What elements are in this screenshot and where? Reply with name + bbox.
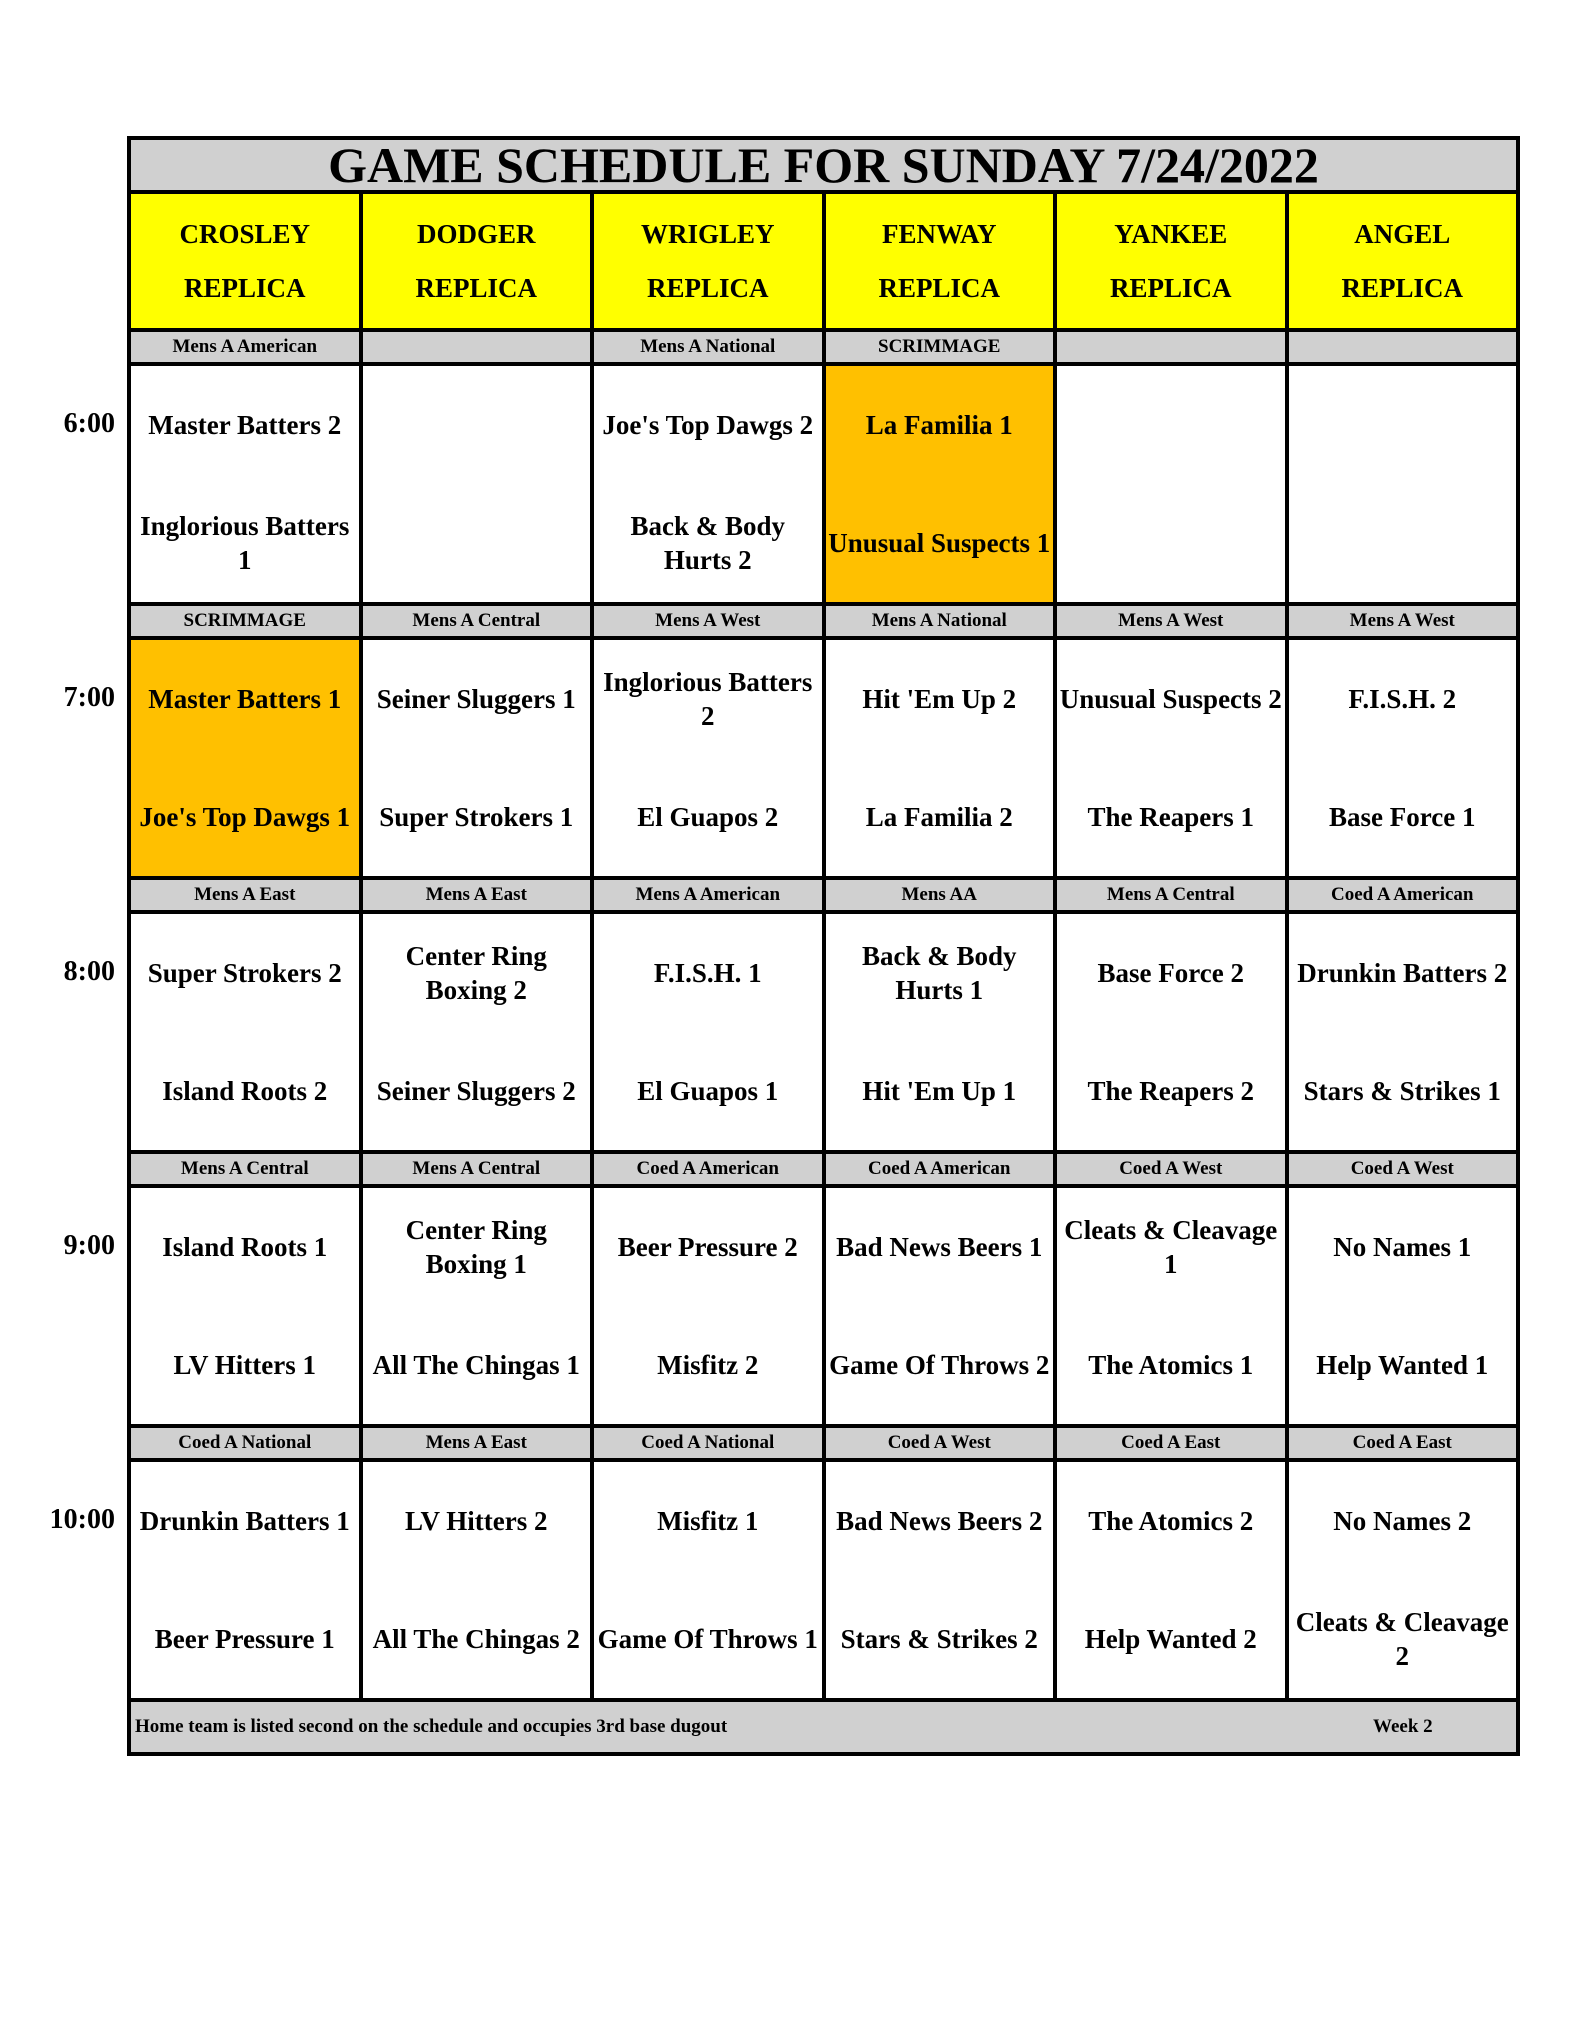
division-label: Coed A American xyxy=(826,1154,1054,1184)
away-team: Master Batters 1 xyxy=(148,684,342,714)
game-cell xyxy=(826,1188,1054,1424)
field-type: REPLICA xyxy=(415,273,537,303)
division-label: Coed A East xyxy=(1057,1428,1285,1458)
game-row xyxy=(131,366,1516,602)
division-label: Mens AA xyxy=(826,880,1054,910)
away-team: Island Roots 1 xyxy=(162,1232,328,1262)
division-label: Mens A Central xyxy=(1057,880,1285,910)
game-cell xyxy=(1289,366,1517,602)
game-cell xyxy=(131,1188,359,1424)
game-row xyxy=(131,640,1516,876)
game-cell xyxy=(1057,1462,1285,1698)
game-cell xyxy=(363,366,591,602)
division-label: Mens A American xyxy=(594,880,822,910)
game-cell xyxy=(826,1462,1054,1698)
field-header-wrigley xyxy=(594,194,822,328)
division-label: Coed A National xyxy=(594,1428,822,1458)
game-cell xyxy=(363,914,591,1150)
away-team: Master Batters 2 xyxy=(148,410,342,440)
home-team: Super Strokers 1 xyxy=(379,802,574,832)
home-team: Game Of Throws 2 xyxy=(829,1350,1050,1380)
division-row xyxy=(131,880,1516,910)
home-team: Unusual Suspects 1 xyxy=(828,528,1051,558)
home-team: LV Hitters 1 xyxy=(173,1350,316,1380)
away-team: Seiner Sluggers 1 xyxy=(376,684,576,714)
field-header-row xyxy=(131,194,1516,328)
field-name: WRIGLEY xyxy=(640,219,775,249)
division-label: Mens A West xyxy=(1289,606,1517,636)
division-label: Mens A East xyxy=(363,1428,591,1458)
division-label xyxy=(363,332,591,362)
division-label: SCRIMMAGE xyxy=(826,332,1054,362)
division-label: Mens A Central xyxy=(363,606,591,636)
field-type: REPLICA xyxy=(183,273,306,303)
game-cell xyxy=(1057,1188,1285,1424)
week-label: Week 2 xyxy=(1373,1716,1433,1737)
game-cell xyxy=(131,1462,359,1698)
time-label: 7:00 xyxy=(63,682,115,713)
time-label: 6:00 xyxy=(63,408,115,439)
division-label: Coed A American xyxy=(1289,880,1517,910)
game-row xyxy=(131,914,1516,1150)
division-label: SCRIMMAGE xyxy=(131,606,359,636)
time-label: 8:00 xyxy=(63,956,115,987)
division-label: Mens A West xyxy=(594,606,822,636)
division-label xyxy=(1057,332,1285,362)
home-team: Base Force 1 xyxy=(1329,802,1476,832)
away-team: Unusual Suspects 2 xyxy=(1059,684,1282,714)
game-row xyxy=(131,1188,1516,1424)
division-label: Coed A West xyxy=(1057,1154,1285,1184)
away-team: Center Ring Boxing 2 xyxy=(405,941,547,1005)
field-header-yankee xyxy=(1057,194,1285,328)
time-slots xyxy=(131,328,1516,1698)
game-cell xyxy=(131,366,359,602)
away-team: Misfitz 1 xyxy=(657,1506,759,1536)
home-team: Hit 'Em Up 1 xyxy=(862,1076,1017,1106)
away-team: F.I.S.H. 2 xyxy=(1348,684,1457,714)
game-cell xyxy=(1289,640,1517,876)
game-cell xyxy=(826,366,1054,602)
division-label: Coed A National xyxy=(131,1428,359,1458)
division-label: Mens A National xyxy=(594,332,822,362)
home-team: Stars & Strikes 1 xyxy=(1303,1076,1501,1106)
home-team: Help Wanted 1 xyxy=(1316,1350,1489,1380)
away-team: Drunkin Batters 2 xyxy=(1297,958,1508,988)
away-team: Beer Pressure 2 xyxy=(617,1232,798,1262)
field-header-crosley xyxy=(131,194,359,328)
away-team: Hit 'Em Up 2 xyxy=(862,684,1017,714)
home-team: The Reapers 1 xyxy=(1087,802,1254,832)
schedule-footer xyxy=(131,1698,1516,1752)
away-team: LV Hitters 2 xyxy=(404,1506,548,1536)
division-row xyxy=(131,606,1516,636)
division-label: Coed A American xyxy=(594,1154,822,1184)
time-label: 10:00 xyxy=(49,1504,115,1535)
game-cell xyxy=(1289,1188,1517,1424)
away-team: Back & Body Hurts 1 xyxy=(861,941,1017,1005)
home-team: Island Roots 2 xyxy=(162,1076,328,1106)
field-header-angel xyxy=(1289,194,1517,328)
game-cell xyxy=(1289,1462,1517,1698)
field-name: FENWAY xyxy=(881,219,997,249)
game-cell xyxy=(363,1188,591,1424)
game-cell xyxy=(594,1462,822,1698)
away-team: Base Force 2 xyxy=(1097,958,1244,988)
field-type: REPLICA xyxy=(1341,273,1463,303)
home-team xyxy=(1289,484,1517,602)
division-label: Mens A East xyxy=(131,880,359,910)
division-label: Mens A American xyxy=(131,332,359,362)
away-team: Center Ring Boxing 1 xyxy=(405,1215,547,1279)
schedule-title: GAME SCHEDULE FOR SUNDAY 7/24/2022 xyxy=(131,140,1516,194)
away-team: Bad News Beers 1 xyxy=(836,1232,1043,1262)
division-label: Mens A West xyxy=(1057,606,1285,636)
away-team: The Atomics 2 xyxy=(1088,1506,1254,1536)
field-name: CROSLEY xyxy=(179,219,311,249)
field-type: REPLICA xyxy=(1109,273,1232,303)
home-team: El Guapos 1 xyxy=(637,1076,779,1106)
away-team: No Names 2 xyxy=(1333,1506,1472,1536)
home-team: Help Wanted 2 xyxy=(1084,1624,1257,1654)
game-cell xyxy=(826,914,1054,1150)
field-header-fenway xyxy=(826,194,1054,328)
home-team: El Guapos 2 xyxy=(637,802,779,832)
away-team: Joe's Top Dawgs 2 xyxy=(602,410,814,440)
away-team xyxy=(1057,366,1285,484)
game-cell xyxy=(594,914,822,1150)
home-team: Misfitz 2 xyxy=(657,1350,759,1380)
division-label: Mens A East xyxy=(363,880,591,910)
game-cell xyxy=(363,640,591,876)
field-header-dodger xyxy=(363,194,591,328)
away-team: No Names 1 xyxy=(1333,1232,1472,1262)
home-team: Inglorious Batters 1 xyxy=(140,511,350,575)
game-cell xyxy=(594,640,822,876)
game-cell xyxy=(594,366,822,602)
away-team: Bad News Beers 2 xyxy=(836,1506,1043,1536)
away-team: Inglorious Batters 2 xyxy=(603,667,813,731)
game-cell xyxy=(131,914,359,1150)
home-team: The Atomics 1 xyxy=(1088,1350,1254,1380)
away-team xyxy=(363,366,591,484)
game-cell xyxy=(1057,914,1285,1150)
away-team: La Familia 1 xyxy=(865,410,1013,440)
game-cell xyxy=(131,640,359,876)
home-team: La Familia 2 xyxy=(865,802,1013,832)
home-team xyxy=(1057,484,1285,602)
division-label: Mens A Central xyxy=(363,1154,591,1184)
home-team: All The Chingas 1 xyxy=(372,1350,580,1380)
division-label xyxy=(1289,332,1517,362)
division-label: Coed A East xyxy=(1289,1428,1517,1458)
game-cell xyxy=(1057,366,1285,602)
home-team: Cleats & Cleavage 2 xyxy=(1295,1607,1509,1671)
home-team: Seiner Sluggers 2 xyxy=(376,1076,576,1106)
division-label: Coed A West xyxy=(826,1428,1054,1458)
home-team: All The Chingas 2 xyxy=(372,1624,580,1654)
schedule-frame xyxy=(127,136,1520,1756)
home-team: Beer Pressure 1 xyxy=(154,1624,335,1654)
home-team: Stars & Strikes 2 xyxy=(840,1624,1038,1654)
division-row xyxy=(131,1428,1516,1458)
game-cell xyxy=(1289,914,1517,1150)
field-type: REPLICA xyxy=(646,273,769,303)
division-row xyxy=(131,1154,1516,1184)
schedule-table xyxy=(127,136,1520,1756)
division-label: Coed A West xyxy=(1289,1154,1517,1184)
field-name: ANGEL xyxy=(1354,219,1451,249)
time-label: 9:00 xyxy=(63,1230,115,1261)
away-team: Cleats & Cleavage 1 xyxy=(1064,1215,1278,1279)
home-team-note: Home team is listed second on the schedule and occupies 3rd base dugout xyxy=(135,1716,728,1737)
field-name: YANKEE xyxy=(1114,219,1228,249)
division-label: Mens A Central xyxy=(131,1154,359,1184)
game-cell xyxy=(594,1188,822,1424)
game-cell xyxy=(1057,640,1285,876)
home-team: Game Of Throws 1 xyxy=(597,1624,818,1654)
game-row xyxy=(131,1462,1516,1698)
away-team xyxy=(1289,366,1517,484)
home-team: The Reapers 2 xyxy=(1087,1076,1254,1106)
field-name: DODGER xyxy=(416,219,536,249)
away-team: Super Strokers 2 xyxy=(147,958,342,988)
home-team: Joe's Top Dawgs 1 xyxy=(139,802,351,832)
home-team xyxy=(363,484,591,602)
field-type: REPLICA xyxy=(878,273,1000,303)
game-cell xyxy=(363,1462,591,1698)
away-team: Drunkin Batters 1 xyxy=(139,1506,350,1536)
division-row xyxy=(131,332,1516,362)
home-team: Back & Body Hurts 2 xyxy=(630,511,786,575)
division-label: Mens A National xyxy=(826,606,1054,636)
game-cell xyxy=(826,640,1054,876)
away-team: F.I.S.H. 1 xyxy=(653,958,762,988)
